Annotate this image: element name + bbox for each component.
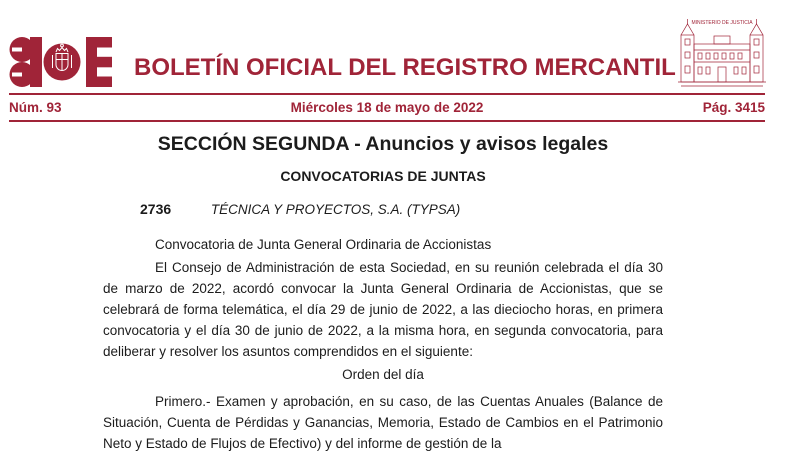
agenda-item-first: Primero.- Examen y aprobación, en su caso, de las Cuentas Anuales (Balance de Situación, Cuenta de Pérdidas y Ganancias, Memoria, Estado de Cambios en el Patrimonio Neto y Estado de Flujos de Efectivo) y del informe de gestión de la: [103, 394, 663, 451]
section-heading: SECCIÓN SEGUNDA - Anuncios y avisos legales: [157, 133, 609, 155]
ministry-label: MINISTERIO DE JUSTICIA: [691, 20, 753, 26]
issue-date: Miércoles 18 de mayo de 2022: [290, 100, 484, 115]
convocation-paragraph: El Consejo de Administración de esta Sociedad, en su reunión celebrada el día 30 de marzo de 2022, acordó convocar la Junta General Ordinaria de Accionistas, que se celebrará de forma telemática, el día 29 de junio de 2022, a las dieciocho horas, en primera convocatoria y el día 30 de junio de 2022, a la misma hora, en segunda convocatoria, para deliberar y resolver los asuntos comprendidos en el siguiente:: [103, 260, 663, 359]
bottom-divider: [9, 120, 765, 122]
ministry-building-icon: [678, 12, 766, 92]
announcement-number: 2736: [140, 201, 172, 217]
boe-logo-icon: [8, 37, 112, 87]
page-number: Pág. 3415: [702, 100, 765, 115]
announcement-document: [103, 133, 663, 454]
boe-logo-text: [0, 0, 1, 1]
subsection-heading: CONVOCATORIAS DE JUNTAS: [280, 168, 486, 184]
announcement-header: [140, 201, 663, 218]
company-name: TÉCNICA Y PROYECTOS, S.A. (TYPSA): [210, 202, 461, 217]
issue-number: Núm. 93: [9, 100, 62, 115]
agenda-heading: Orden del día: [342, 367, 424, 382]
meta-bar: [9, 95, 765, 120]
journal-title: BOLETÍN OFICIAL DEL REGISTRO MERCANTIL: [134, 54, 676, 81]
intro-line: Convocatoria de Junta General Ordinaria de Accionistas: [155, 237, 492, 252]
